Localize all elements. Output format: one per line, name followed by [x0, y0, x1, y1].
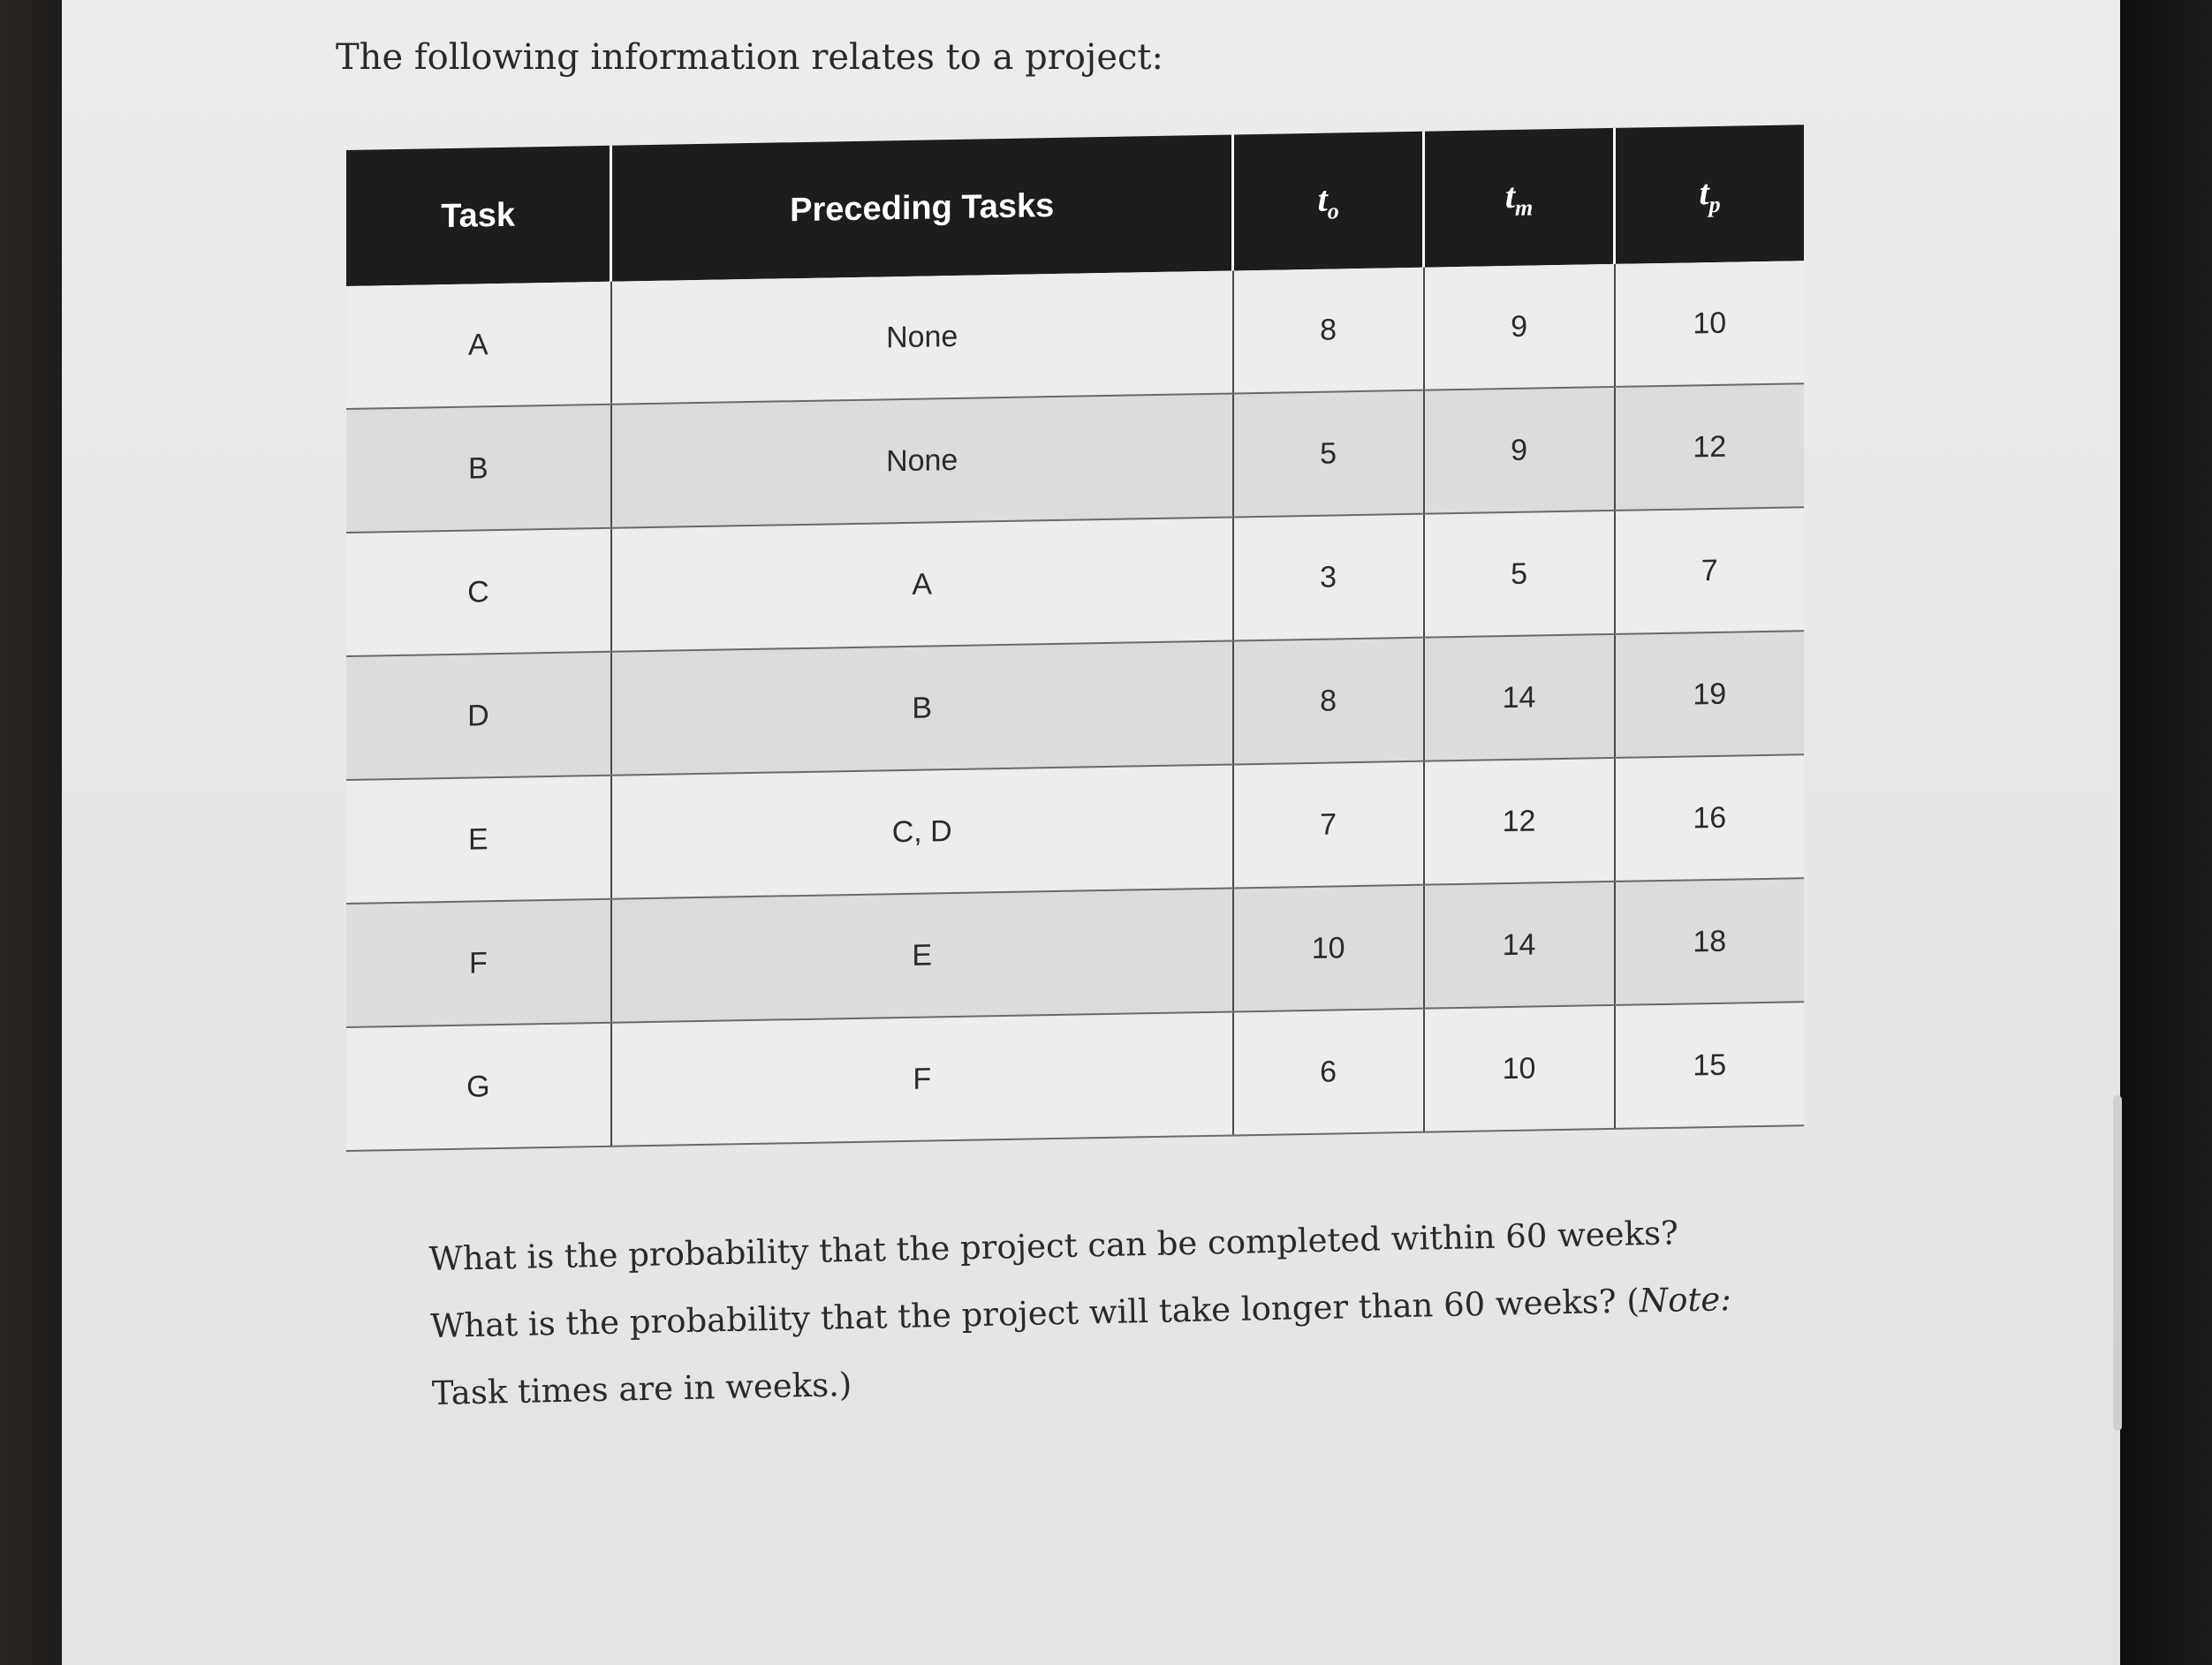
cell-preceding: E [611, 888, 1233, 1022]
header-to-base: t [1317, 178, 1328, 219]
cell-preceding: A [611, 517, 1233, 651]
cell-tp: 15 [1615, 1002, 1804, 1129]
cell-task: A [346, 282, 611, 409]
cell-preceding: None [611, 393, 1233, 527]
scrollbar-thumb[interactable] [2113, 1095, 2122, 1431]
cell-preceding: C, D [611, 764, 1233, 898]
question-part2: Task times are in weeks.) [431, 1366, 852, 1412]
header-tm-base: t [1504, 175, 1515, 216]
header-optimistic-time [1233, 132, 1424, 271]
cell-tm: 10 [1424, 1005, 1615, 1132]
cell-to: 6 [1233, 1009, 1424, 1136]
cell-tp: 12 [1615, 383, 1804, 511]
cell-tp: 16 [1615, 754, 1804, 882]
cell-task: E [346, 776, 611, 904]
cell-preceding: B [611, 640, 1233, 775]
header-tp-base: t [1699, 171, 1709, 212]
cell-tm: 9 [1424, 264, 1615, 390]
cell-tm: 14 [1424, 882, 1615, 1009]
cell-to: 3 [1233, 514, 1424, 641]
cell-tp: 18 [1615, 878, 1804, 1005]
cell-to: 5 [1233, 390, 1424, 518]
cell-tm: 12 [1424, 758, 1615, 885]
header-to-sub: o [1327, 197, 1339, 224]
table-row [346, 1002, 1804, 1151]
header-tp-sub: p [1708, 191, 1721, 217]
cell-tm: 14 [1424, 634, 1615, 761]
question-note-label: Note: [1639, 1280, 1732, 1321]
header-pessimistic-time [1615, 125, 1804, 264]
cell-task: F [346, 899, 611, 1027]
cell-task: B [346, 405, 611, 533]
cell-tp: 7 [1615, 507, 1804, 634]
question-part1: What is the probability that the project can be completed within 60 weeks? What is the probability that the project will take longer than 60 weeks? ( [428, 1214, 1679, 1345]
table-header-row [346, 125, 1804, 286]
header-task: Task [346, 146, 611, 286]
device-bezel-right [2115, 0, 2212, 1665]
header-preceding-tasks: Preceding Tasks [611, 134, 1233, 281]
header-most-likely-time [1424, 128, 1615, 268]
cell-to: 7 [1233, 761, 1424, 889]
cell-to: 10 [1233, 885, 1424, 1012]
task-table [346, 125, 1804, 1152]
intro-text: The following information relates to a project: [336, 37, 1163, 78]
cell-tp: 19 [1615, 631, 1804, 758]
cell-preceding: None [611, 270, 1233, 404]
header-tm-sub: m [1515, 194, 1534, 221]
cell-tp: 10 [1615, 261, 1804, 387]
cell-preceding: F [611, 1011, 1233, 1146]
cell-tm: 9 [1424, 387, 1615, 514]
question-text [428, 1199, 1757, 1427]
cell-task: C [346, 528, 611, 656]
cell-to: 8 [1233, 268, 1424, 394]
cell-to: 8 [1233, 638, 1424, 765]
cell-task: G [346, 1023, 611, 1151]
cell-task: D [346, 652, 611, 780]
cell-tm: 5 [1424, 511, 1615, 638]
